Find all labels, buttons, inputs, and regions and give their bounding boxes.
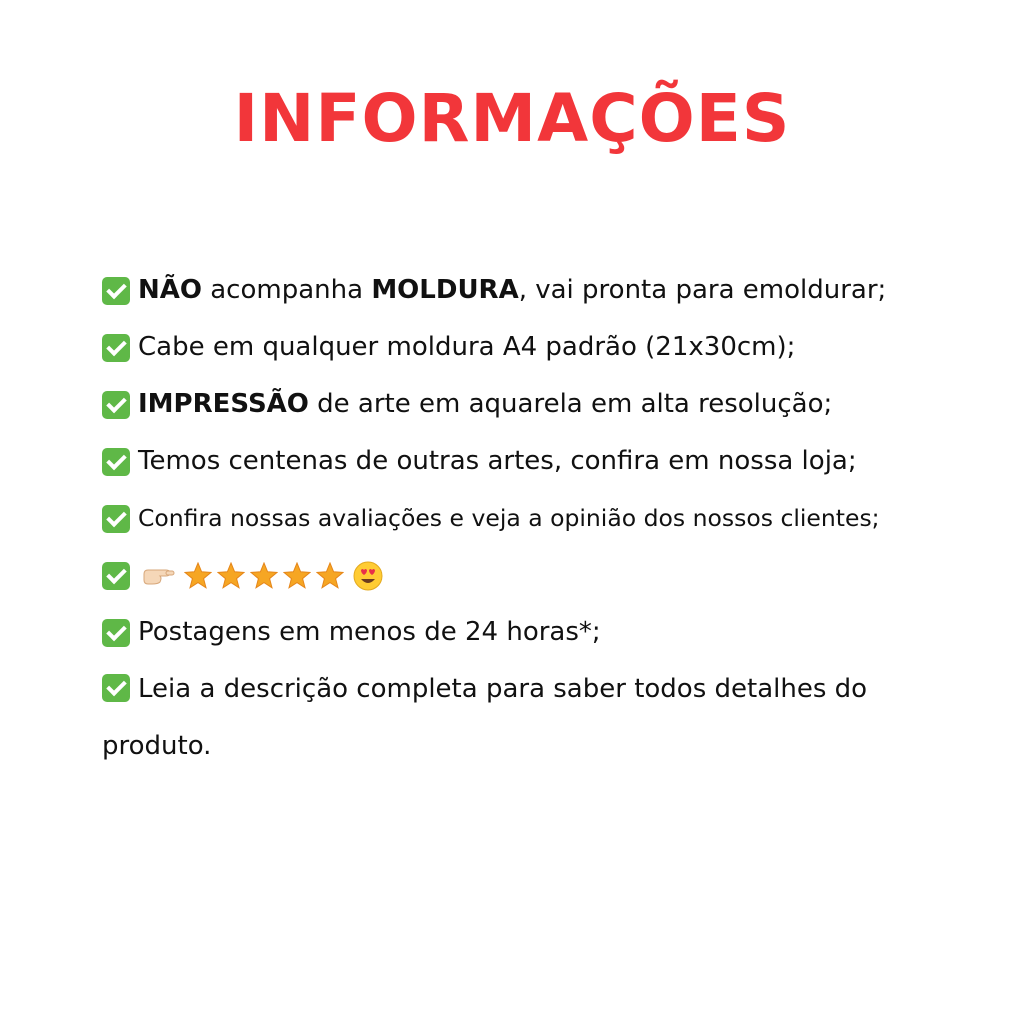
list-item (102, 376, 932, 433)
list-item (102, 604, 932, 661)
star-icon (250, 562, 278, 590)
item-text: Confira nossas avaliações e veja a opinião dos nossos clientes; (138, 504, 880, 532)
check-icon (102, 562, 130, 590)
check-icon (102, 391, 130, 419)
list-item (102, 661, 932, 775)
item-text: Leia a descrição completa para saber todos detalhes do produto. (102, 674, 868, 761)
star-icon (316, 562, 344, 590)
item-text: de arte em aquarela em alta resolução; (308, 389, 833, 419)
check-icon (102, 334, 130, 362)
item-bold-text: MOLDURA (371, 275, 519, 305)
info-list (102, 262, 932, 775)
page-title: INFORMAÇÕES (233, 80, 791, 157)
pointing-hand-icon (142, 566, 176, 586)
star-icon (283, 562, 311, 590)
check-icon (102, 505, 130, 533)
list-item (102, 547, 932, 604)
check-icon (102, 674, 130, 702)
item-text: acompanha (201, 275, 372, 305)
list-item (102, 262, 932, 319)
star-icon (217, 562, 245, 590)
heart-eyes-emoji-icon (353, 561, 383, 591)
list-item (102, 319, 932, 376)
list-item (102, 433, 932, 490)
check-icon (102, 277, 130, 305)
item-text: Cabe em qualquer moldura A4 padrão (21x30cm); (138, 332, 796, 362)
item-text: , vai pronta para emoldurar; (518, 275, 887, 305)
item-bold-text: NÃO (138, 275, 202, 305)
list-item (102, 490, 932, 547)
item-bold-text: IMPRESSÃO (138, 389, 309, 419)
item-text: Postagens em menos de 24 horas*; (138, 617, 601, 647)
star-icon (184, 562, 212, 590)
check-icon (102, 448, 130, 476)
check-icon (102, 619, 130, 647)
item-text: Temos centenas de outras artes, confira em nossa loja; (138, 446, 857, 476)
